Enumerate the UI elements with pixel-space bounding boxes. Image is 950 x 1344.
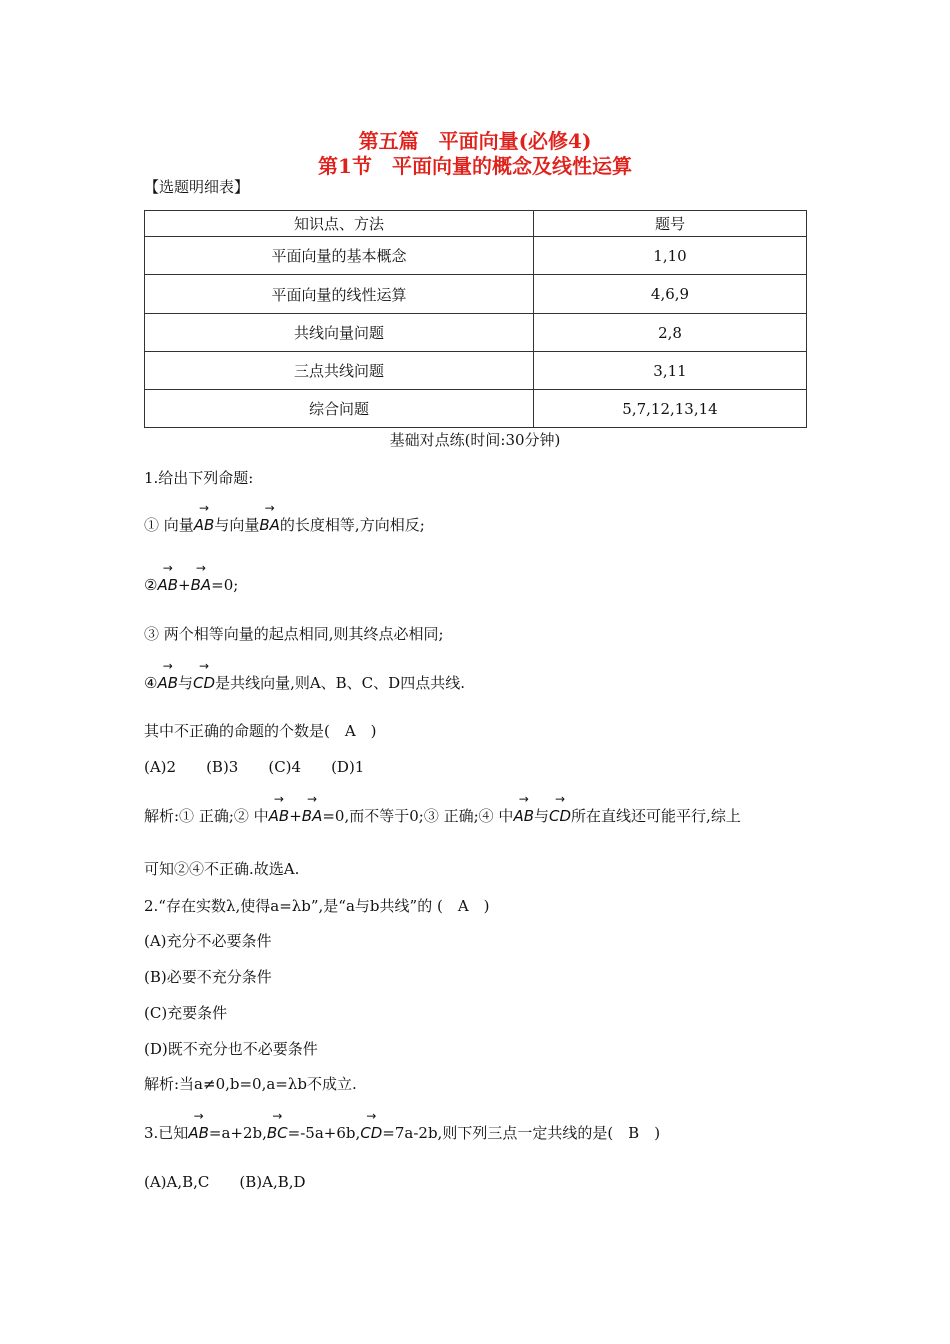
vector-ab: → AB — [188, 1109, 209, 1142]
table-caption: 【选题明细表】 — [144, 178, 250, 196]
vector-cd: → CD — [549, 792, 572, 825]
q2-stem: 2.“存在实数λ,使得a=λb”,是“a与b共线”的 ( A ) — [144, 897, 490, 915]
vector-cd: → CD — [360, 1109, 383, 1142]
topic-table — [144, 210, 807, 428]
section-title: 第1节 平面向量的概念及线性运算 — [318, 154, 632, 178]
q1-analysis-continued: 可知②④不正确.故选A. — [144, 860, 300, 878]
table-header-cell: 知识点、方法 — [145, 211, 534, 237]
table-header-cell: 题号 — [534, 211, 807, 237]
q1-analysis: 解析:① 正确;② 中 → AB+ → BA=0,而不等于0;③ 正确;④ 中 → AB与 → CD所在直线还可能平行,综上 — [144, 792, 741, 825]
table-cell: 平面向量的基本概念 — [145, 237, 534, 275]
document-title: 第五篇 平面向量(必修4) — [358, 129, 592, 153]
table-cell: 1,10 — [534, 237, 807, 275]
table-row — [145, 314, 807, 352]
q2-option-d: (D)既不充分也不必要条件 — [144, 1040, 318, 1058]
q1-statement-4: ④ → AB与 → CD是共线向量,则A、B、C、D四点共线. — [144, 659, 465, 692]
table-cell: 4,6,9 — [534, 275, 807, 314]
table-cell: 平面向量的线性运算 — [145, 275, 534, 314]
q1-question: 其中不正确的命题的个数是( A ) — [144, 722, 377, 740]
q2-option-c: (C)充要条件 — [144, 1004, 228, 1022]
vector-ba: → BA — [190, 561, 212, 594]
vector-ab: → AB — [157, 561, 179, 594]
q1-statement-2: ② → AB+ → BA=0; — [144, 561, 239, 594]
table-row — [145, 352, 807, 390]
table-row — [145, 237, 807, 275]
q1-statement-3: ③ 两个相等向量的起点相同,则其终点必相同; — [144, 625, 444, 643]
table-header-row — [145, 211, 807, 237]
table-cell: 2,8 — [534, 314, 807, 352]
q1-stem: 1.给出下列命题: — [144, 469, 254, 487]
q1-statement-1: ① 向量 → AB与向量 → BA的长度相等,方向相反; — [144, 501, 425, 534]
vector-bc: → BC — [266, 1109, 288, 1142]
vector-cd: → CD — [193, 659, 216, 692]
vector-ab: → AB — [268, 792, 290, 825]
practice-heading: 基础对点练(时间:30分钟) — [389, 431, 561, 449]
table-cell: 三点共线问题 — [145, 352, 534, 390]
table-cell: 5,7,12,13,14 — [534, 390, 807, 428]
vector-ab: → AB — [513, 792, 534, 825]
table-row — [145, 275, 807, 314]
table-cell: 3,11 — [534, 352, 807, 390]
vector-ab: → AB — [157, 659, 179, 692]
vector-ba: → BA — [301, 792, 323, 825]
table-cell: 综合问题 — [145, 390, 534, 428]
table-row — [145, 390, 807, 428]
q1-options: (A)2 (B)3 (C)4 (D)1 — [144, 758, 365, 776]
table-cell: 共线向量问题 — [145, 314, 534, 352]
q3-stem: 3.已知 → AB=a+2b, → BC=-5a+6b, → CD=7a-2b,则下列三点一定共线的是( B ) — [144, 1109, 661, 1142]
q2-option-a: (A)充分不必要条件 — [144, 932, 272, 950]
q3-options: (A)A,B,C (B)A,B,D — [144, 1173, 306, 1191]
vector-ba: → BA — [259, 501, 280, 534]
q2-analysis: 解析:当a≠0,b=0,a=λb不成立. — [144, 1075, 357, 1093]
q2-option-b: (B)必要不充分条件 — [144, 968, 272, 986]
vector-ab: → AB — [193, 501, 215, 534]
